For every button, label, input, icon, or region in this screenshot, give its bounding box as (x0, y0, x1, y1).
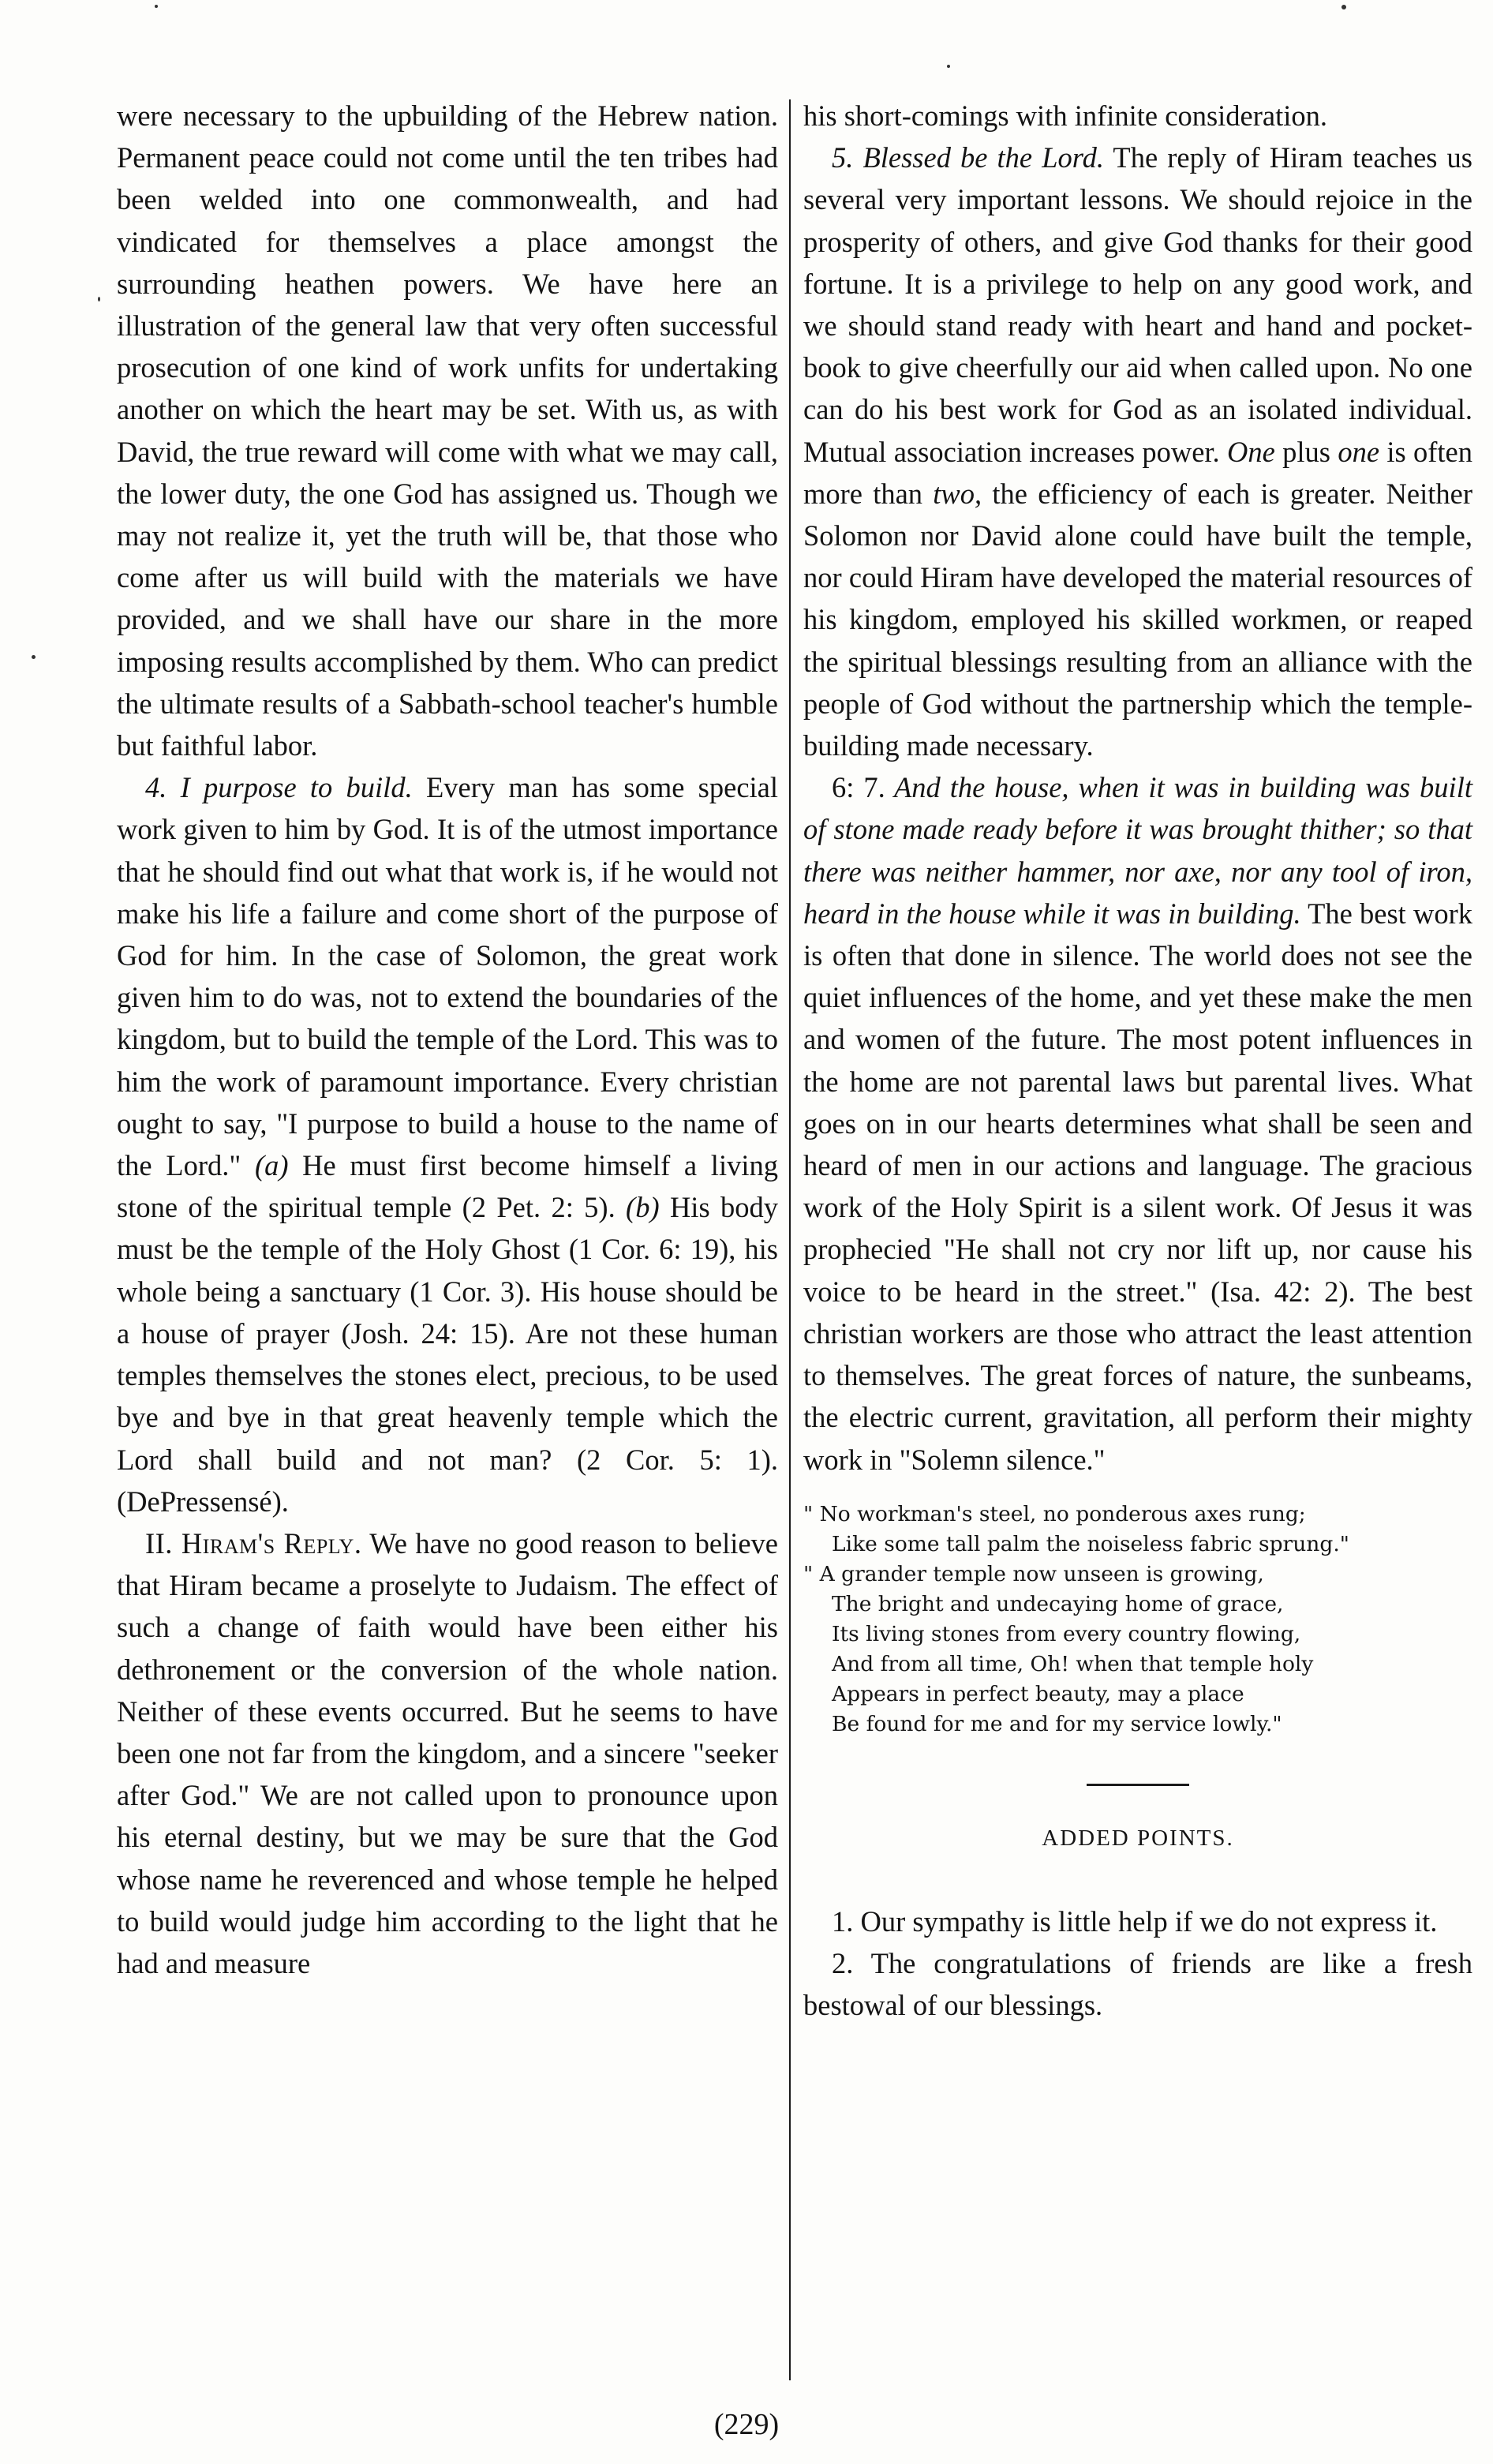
paragraph: his short-comings with infinite consideration. (803, 99, 1328, 132)
scan-speck (155, 5, 158, 8)
scan-speck (947, 65, 950, 68)
poem-line: Like some tall palm the noiseless fabric sprung." (832, 1531, 1349, 1556)
scan-speck (1341, 5, 1346, 9)
scripture-quote: And the house, when it was in building was built of stone made ready before it was brought thither; so that there was neither hammer, nor axe, nor any tool of iron, heard in the house while it was in building. (803, 771, 1472, 930)
poem-line: " A grander temple now unseen is growing, (803, 1561, 1264, 1586)
poem-line: Appears in perfect beauty, may a place (832, 1681, 1244, 1706)
poem-block (803, 1500, 1472, 1739)
added-points-heading: ADDED POINTS. (1042, 1825, 1234, 1851)
paragraph: 4. I purpose to build. Every man has some special work given to him by God. It is of the utmost importance that he should find out what that work is, if he would not make his life a failure and come short of the purpose of God for him. In the case of Solomon, the great work given him to do was, not to extend the boundaries of the kingdom, but to build the temple of the Lord. This was to him the work of paramount importance. Every christian ought to say, "I purpose to build a house to the name of the Lord." (a) He must first become himself a living stone of the spiritual temple (2 Pet. 2: 5). (b) His body must be the temple of the Holy Ghost (1 Cor. 6: 19), his whole being a sanctuary (1 Cor. 3). His house should be a house of prayer (Josh. 24: 15). Are not these human temples themselves the stones elect, precious, to be used bye and bye in that great heavenly temple which the Lord shall build and not man? (2 Cor. 5: 1). (DePressensé). (117, 771, 779, 1518)
section-rule (1087, 1784, 1189, 1786)
point-marker: (a) (254, 1149, 289, 1182)
added-point: 2. The congratulations of friends are like a fresh bestowal of our blessings. (803, 1947, 1472, 2022)
section-heading: II. Hiram's Reply. (145, 1526, 362, 1560)
point-marker: (b) (626, 1191, 660, 1224)
paragraph: 6: 7. And the house, when it was in building was built of stone made ready before it was brought thither; so that there was neither hammer, nor axe, nor any tool of iron, heard in the house while it was in building. The best work is often that done in silence. The world does not see the quiet influences of the home, and yet these make the men and women of the future. The most potent influences in the home are not parental laws but parental lives. What goes on in our hearts determines what shall be seen and heard of men in our actions and language. The gracious work of the Holy Spirit is a silent work. Of Jesus it was prophecied "He shall not cry nor lift up, nor cause his voice to be heard in the street." (Isa. 42: 2). The best christian workers are those who attract the least attention to themselves. The great forces of nature, the sunbeams, the electric current, gravitation, all perform their mighty work in "Solemn silence." (803, 771, 1472, 1476)
scan-speck (32, 655, 36, 659)
verse-reference: 6: 7. (832, 771, 885, 804)
right-column (803, 95, 1472, 2027)
paragraph: were necessary to the upbuilding of the Hebrew nation. Permanent peace could not come until the ten tribes had been welded into one commonwealth, and had vindicated for themselves a place amongst the surrounding heathen powers. We have here an illustration of the general law that very often successful prosecution of one kind of work unfits for undertaking another on which the heart may be set. With us, as with David, the true reward will come with what we may call, the lower duty, the one God has assigned us. Though we may not realize it, yet the truth will be, that those who come after us will build with the materials we have provided, and we shall have our share in the more imposing results accomplished by them. Who can predict the ultimate results of a Sabbath-school teacher's humble but faithful labor. (117, 99, 778, 762)
scan-speck (98, 297, 100, 301)
added-point: 1. Our sympathy is little help if we do not express it. (832, 1904, 1438, 1938)
poem-line: Its living stones from every country flowing, (832, 1621, 1301, 1646)
paragraph: II. Hiram's Reply. We have no good reason to believe that Hiram became a proselyte to Judaism. The effect of such a change of faith would have been either his dethronement or the conversion of the whole nation. Neither of these events occurred. But he seems to have been one not far from the kingdom, and a sincere "seeker after God." We are not called upon to pronounce upon his eternal destiny, but we may be sure that the God whose name he reverenced and whose temple he helped to build would judge him according to the light that he had and measure (117, 1526, 778, 1979)
poem-line: Be found for me and for my service lowly." (832, 1711, 1282, 1736)
left-column (117, 95, 778, 1984)
section-label: 5. Blessed be the Lord. (832, 141, 1104, 174)
poem-line: " No workman's steel, no ponderous axes rung; (803, 1501, 1306, 1526)
poem-line: The bright and undecaying home of grace, (832, 1591, 1284, 1616)
page-number: (229) (713, 2408, 780, 2441)
paragraph: 5. Blessed be the Lord. The reply of Hiram teaches us several very important lessons. We should rejoice in the prosperity of others, and give God thanks for their good fortune. It is a privilege to help on any good work, and we should stand ready with heart and hand and pocket-book to give cheerfully our aid when called upon. No one can do his best work for God as an isolated individual. Mutual association increases power. One plus one is often more than two, the efficiency of each is greater. Neither Solomon nor David alone could have built the temple, nor could Hiram have developed the material resources of his kingdom, employed his skilled workmen, or reaped the spiritual blessings resulting from an alliance with the people of God without the partnership which the temple-building made necessary. (803, 141, 1473, 762)
section-label: 4. I purpose to build. (145, 771, 413, 804)
column-divider (789, 99, 791, 2380)
poem-line: And from all time, Oh! when that temple holy (832, 1651, 1314, 1676)
